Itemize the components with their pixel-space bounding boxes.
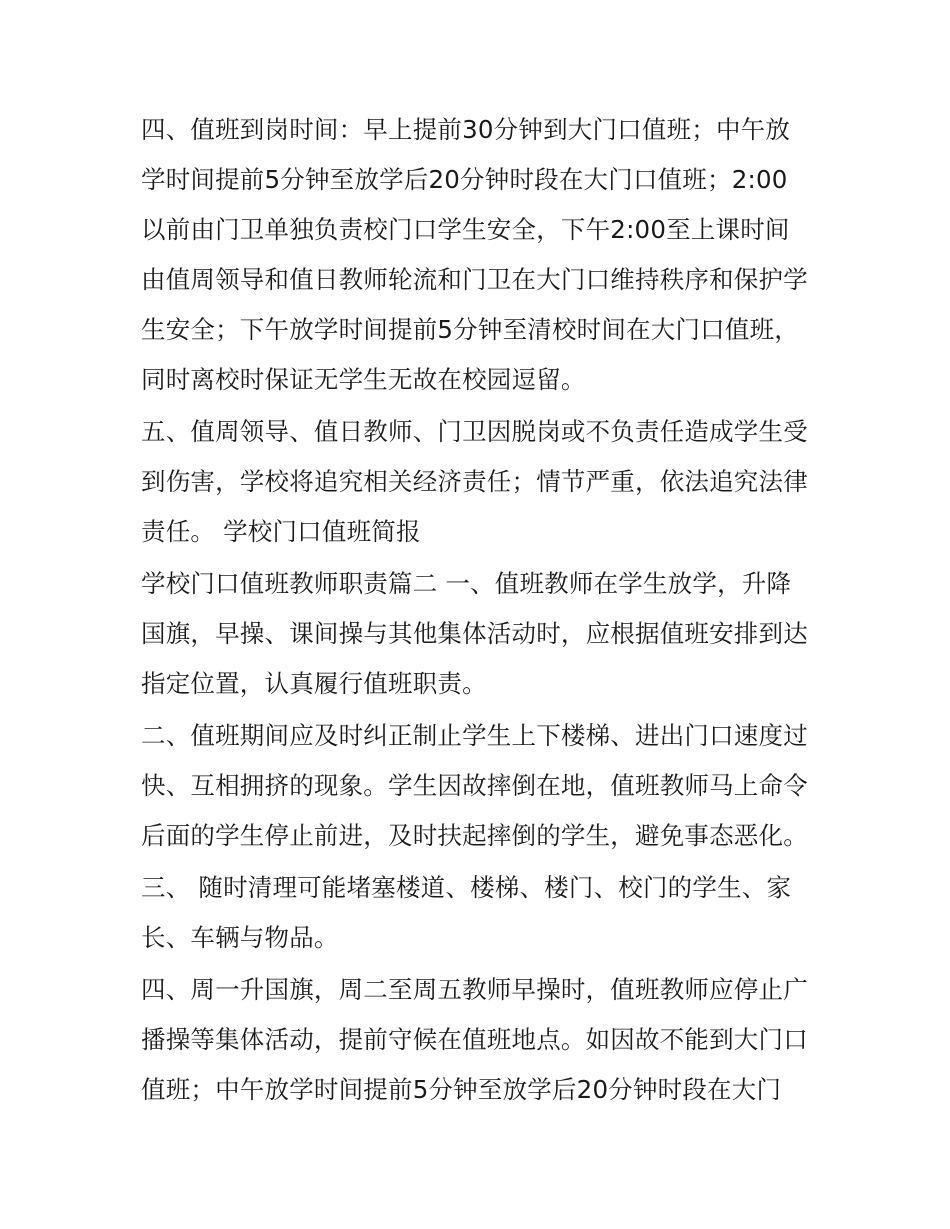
text-line: 快、互相拥挤的现象。学生因故摔倒在地，值班教师马上命令: [141, 771, 808, 800]
text-line: 由值周领导和值日教师轮流和门卫在大门口维持秩序和保护学: [141, 265, 808, 294]
text-line: 后面的学生停止前进，及时扶起摔倒的学生，避免事态恶化。: [141, 821, 808, 850]
text-line: 以前由门卫单独负责校门口学生安全，下午2:00至上课时间: [141, 215, 790, 244]
text-line: 到伤害，学校将追究相关经济责任；情节严重，依法追究法律: [141, 467, 808, 496]
text-line: 值班；中午放学时间提前5分钟至放学后20分钟时段在大门: [141, 1075, 782, 1104]
text-line: 四、值班到岗时间：早上提前30分钟到大门口值班；中午放: [141, 115, 791, 144]
text-line: 四、周一升国旗，周二至周五教师早操时，值班教师应停止广: [141, 975, 808, 1004]
text-line: 责任。 学校门口值班简报: [141, 517, 421, 546]
text-line: 二、值班期间应及时纠正制止学生上下楼梯、进出门口速度过: [141, 721, 808, 750]
text-line: 五、值周领导、值日教师、门卫因脱岗或不负责任造成学生受: [141, 417, 808, 446]
text-line: 指定位置，认真履行值班职责。: [141, 669, 487, 698]
text-line: 三、 随时清理可能堵塞楼道、楼梯、楼门、校门的学生、家: [141, 873, 792, 902]
text-line: 国旗，早操、课间操与其他集体活动时，应根据值班安排到达: [141, 619, 808, 648]
text-line: 播操等集体活动，提前守候在值班地点。如因故不能到大门口: [141, 1025, 808, 1054]
text-line: 生安全；下午放学时间提前5分钟至清校时间在大门口值班，: [141, 315, 799, 344]
text-line: 学时间提前5分钟至放学后20分钟时段在大门口值班；2:00: [141, 165, 788, 194]
text-line: 学校门口值班教师职责篇二 一、值班教师在学生放学，升降: [141, 569, 792, 598]
text-line: 长、车辆与物品。: [141, 923, 339, 952]
text-line: 同时离校时保证无学生无故在校园逗留。: [141, 365, 586, 394]
